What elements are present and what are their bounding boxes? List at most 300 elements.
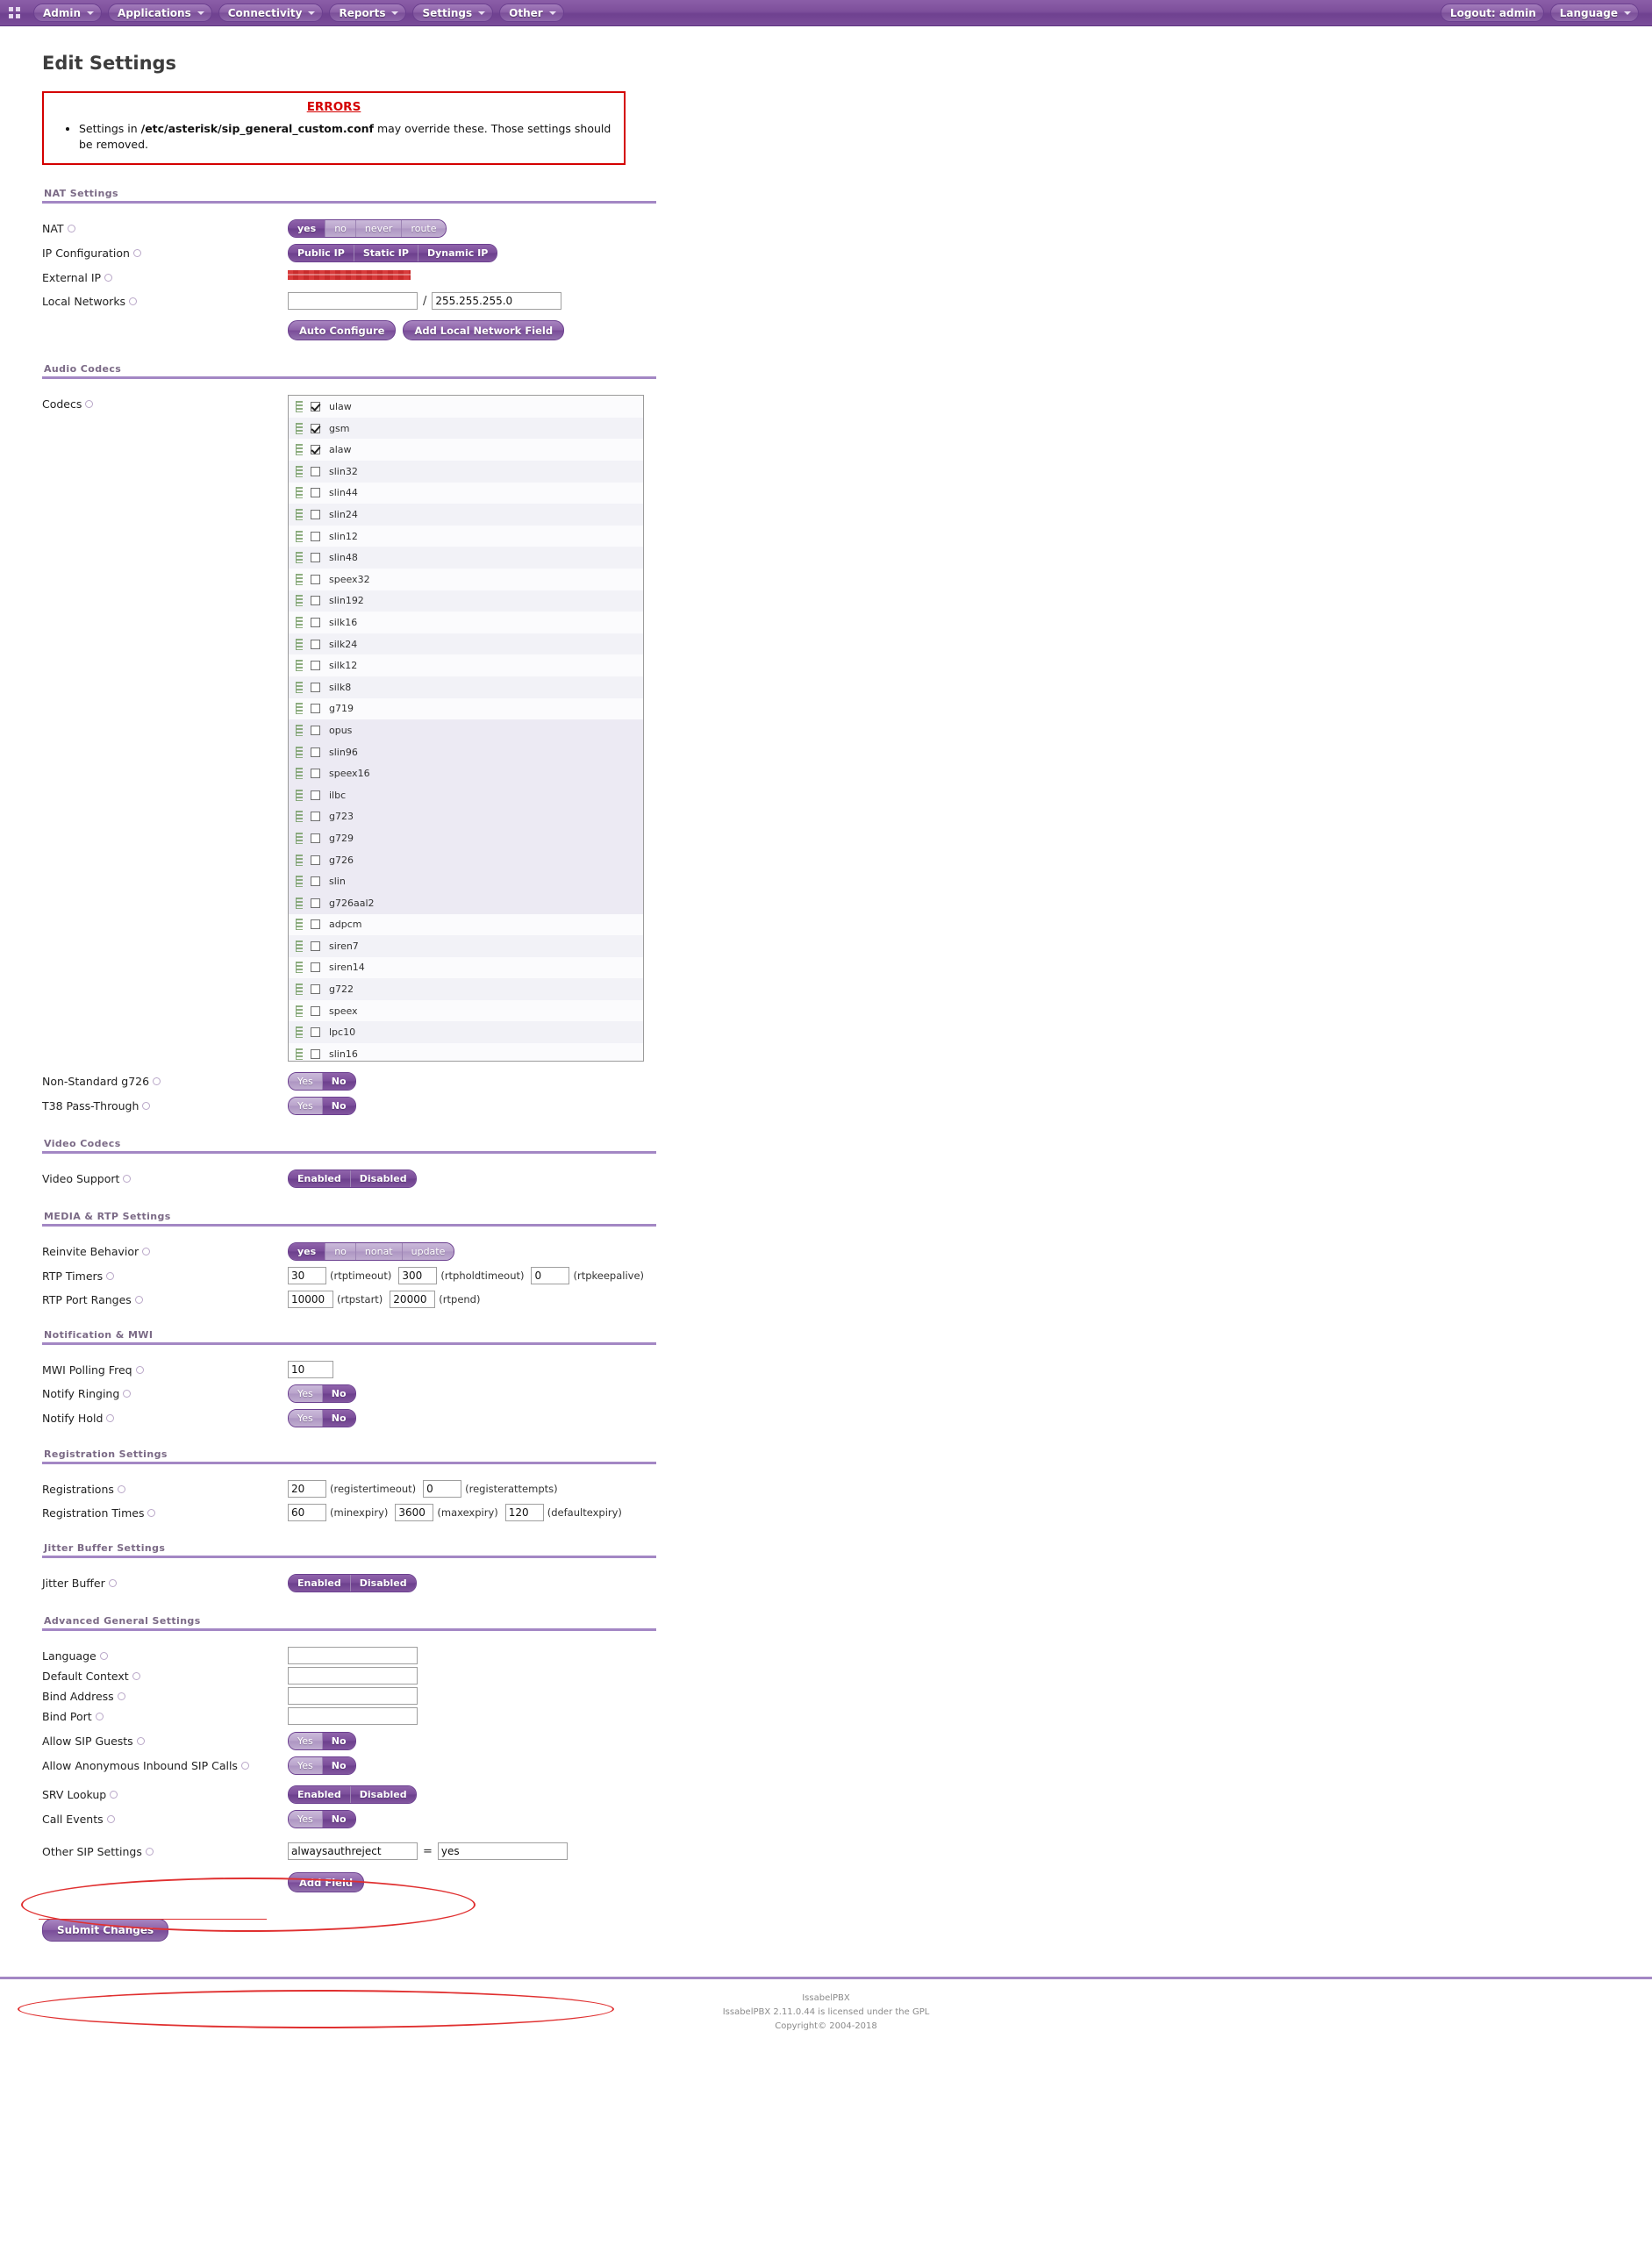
reinvite-behavior-label-text: Reinvite Behavior: [42, 1245, 139, 1259]
nav-item-admin[interactable]: [33, 4, 102, 22]
help-icon[interactable]: [142, 1248, 150, 1255]
drag-handle-icon[interactable]: [296, 1048, 303, 1060]
drag-handle-icon[interactable]: [296, 487, 303, 498]
codec-row[interactable]: [289, 914, 643, 936]
codec-label: g719: [329, 703, 354, 715]
codec-row[interactable]: [289, 935, 643, 957]
field-row-call-events: [42, 1810, 1652, 1828]
codec-checkbox[interactable]: [311, 812, 320, 821]
bind-address-input[interactable]: [288, 1687, 418, 1705]
allow-anonymous-inbound-label: [42, 1756, 288, 1772]
codec-row[interactable]: [289, 892, 643, 914]
notify-ringing-radio-group[interactable]: [288, 1384, 356, 1403]
rtpend-input[interactable]: [390, 1291, 435, 1308]
allow-anonymous-inbound-option-yes[interactable]: Yes: [289, 1757, 323, 1774]
call-events-option-yes[interactable]: Yes: [289, 1811, 323, 1828]
help-icon[interactable]: [123, 1390, 131, 1398]
codec-row[interactable]: [289, 396, 643, 418]
section-jitter-buffer: [42, 1542, 656, 1558]
help-icon[interactable]: [118, 1692, 125, 1700]
nav-item-applications[interactable]: [108, 4, 212, 22]
codec-row[interactable]: [289, 483, 643, 504]
codec-checkbox[interactable]: [311, 424, 320, 433]
allow-sip-guests-label: [42, 1732, 288, 1748]
codec-row[interactable]: [289, 806, 643, 828]
error-text-post: may override these. Those settings should be removed.: [79, 122, 611, 152]
jitter-buffer-radio-group[interactable]: [288, 1574, 417, 1592]
notify-ringing-label: [42, 1384, 288, 1400]
registrations-label-text: Registrations: [42, 1483, 114, 1497]
error-file-path: /etc/asterisk/sip_general_custom.conf: [140, 122, 374, 135]
drag-handle-icon[interactable]: [296, 682, 303, 693]
error-item: [79, 121, 615, 153]
nav-item-label: Settings: [422, 6, 473, 19]
section-title: NAT Settings: [44, 188, 118, 200]
field-row-srv-lookup: [42, 1785, 1652, 1804]
drag-handle-icon[interactable]: [296, 747, 303, 758]
drag-handle-icon[interactable]: [296, 855, 303, 866]
codec-checkbox[interactable]: [311, 984, 320, 994]
drag-handle-icon[interactable]: [296, 833, 303, 844]
codec-checkbox[interactable]: [311, 747, 320, 757]
srv-lookup-option-disabled[interactable]: Disabled: [351, 1786, 416, 1803]
codec-checkbox[interactable]: [311, 510, 320, 519]
section-title: Advanced General Settings: [44, 1615, 201, 1627]
allow-sip-guests-label-text: Allow SIP Guests: [42, 1735, 133, 1749]
help-icon[interactable]: [133, 249, 141, 257]
grid-icon[interactable]: [5, 4, 25, 22]
codec-checkbox[interactable]: [311, 941, 320, 951]
t38-pass-through-radio-group[interactable]: [288, 1097, 356, 1115]
drag-handle-icon[interactable]: [296, 790, 303, 801]
rtp-timers-field: [288, 1267, 651, 1284]
reinvite-option-yes[interactable]: yes: [289, 1243, 325, 1260]
codec-row[interactable]: [289, 526, 643, 547]
codec-label: g729: [329, 832, 354, 844]
section-title: Audio Codecs: [44, 363, 122, 376]
help-icon[interactable]: [100, 1652, 108, 1660]
nav-item-reports[interactable]: [329, 4, 406, 22]
registration-times-field: [288, 1504, 629, 1521]
codec-row[interactable]: [289, 870, 643, 892]
codec-checkbox[interactable]: [311, 488, 320, 497]
top-navigation-bar: [0, 0, 1652, 26]
codec-label: ulaw: [329, 401, 352, 413]
auto-configure-button[interactable]: Auto Configure: [288, 320, 396, 340]
codecs-field: [288, 395, 644, 1062]
bind-address-label-text: Bind Address: [42, 1690, 114, 1704]
codec-row[interactable]: [289, 612, 643, 633]
nat-option-never[interactable]: never: [356, 220, 403, 237]
reinvite-option-no[interactable]: no: [325, 1243, 356, 1260]
codec-checkbox[interactable]: [311, 596, 320, 605]
nat-option-no[interactable]: no: [325, 220, 356, 237]
codec-row[interactable]: [289, 1000, 643, 1022]
default-context-label-text: Default Context: [42, 1670, 129, 1684]
submit-changes-button[interactable]: Submit Changes: [42, 1919, 168, 1942]
notify-ringing-field: [288, 1384, 356, 1403]
non-standard-g726-option-yes[interactable]: Yes: [289, 1073, 323, 1090]
codec-checkbox[interactable]: [311, 683, 320, 692]
drag-handle-icon[interactable]: [296, 423, 303, 434]
chevron-down-icon: [1624, 11, 1631, 15]
mwi-polling-freq-field: [288, 1361, 333, 1378]
reinvite-option-update[interactable]: update: [403, 1243, 454, 1260]
field-row-notify-hold: [42, 1409, 1652, 1427]
codec-row[interactable]: [289, 849, 643, 871]
codec-checkbox[interactable]: [311, 575, 320, 584]
bind-port-label: [42, 1707, 288, 1723]
codec-checkbox[interactable]: [311, 618, 320, 627]
nat-option-route[interactable]: route: [402, 220, 445, 237]
codec-checkbox[interactable]: [311, 769, 320, 778]
codec-row[interactable]: [289, 633, 643, 655]
help-icon[interactable]: [104, 274, 112, 282]
section-title: Notification & MWI: [44, 1329, 154, 1341]
codec-checkbox[interactable]: [311, 553, 320, 562]
section-nat-settings: [42, 188, 656, 204]
notify-hold-label: [42, 1409, 288, 1425]
help-icon[interactable]: [129, 297, 137, 305]
nav-item-other[interactable]: [499, 4, 564, 22]
local-networks-label-text: Local Networks: [42, 295, 126, 309]
codec-row[interactable]: [289, 504, 643, 526]
codec-row[interactable]: [289, 698, 643, 720]
jitter-buffer-option-disabled[interactable]: Disabled: [351, 1575, 416, 1592]
drag-handle-icon[interactable]: [296, 574, 303, 585]
section-divider: [42, 376, 656, 379]
codec-row[interactable]: [289, 762, 643, 784]
nat-option-yes[interactable]: yes: [289, 220, 325, 237]
codec-row[interactable]: [289, 1021, 643, 1043]
section-divider: [42, 1556, 656, 1558]
field-row-allow-anonymous-inbound-sip-calls: [42, 1756, 1652, 1775]
language-input[interactable]: [288, 1647, 418, 1664]
codec-checkbox[interactable]: [311, 726, 320, 735]
codec-label: siren7: [329, 940, 359, 952]
non-standard-g726-radio-group[interactable]: [288, 1072, 356, 1091]
section-divider: [42, 201, 656, 204]
codec-label: alaw: [329, 444, 352, 456]
codec-checkbox[interactable]: [311, 1049, 320, 1059]
field-row-bind-port: [42, 1707, 1652, 1725]
nat-radio-group[interactable]: [288, 219, 447, 238]
reinvite-behavior-radio-group[interactable]: [288, 1242, 454, 1261]
rtptimeout-unit: (rtptimeout): [330, 1270, 392, 1283]
video-support-option-disabled[interactable]: Disabled: [351, 1170, 416, 1187]
field-row-rtp-timers: [42, 1267, 1652, 1284]
codec-row[interactable]: [289, 957, 643, 979]
help-icon[interactable]: [106, 1272, 114, 1280]
help-icon[interactable]: [68, 225, 75, 232]
mwi-polling-freq-input[interactable]: [288, 1361, 333, 1378]
codec-checkbox[interactable]: [311, 898, 320, 908]
chevron-down-icon: [478, 11, 485, 15]
field-row-other-sip-settings: [42, 1842, 1652, 1860]
external-ip-label: [42, 268, 288, 284]
other-sip-setting-key-input[interactable]: [288, 1842, 418, 1860]
ip-option-dynamic[interactable]: Dynamic IP: [418, 245, 497, 261]
bind-address-label: [42, 1687, 288, 1703]
drag-handle-icon[interactable]: [296, 703, 303, 714]
defaultexpiry-input[interactable]: [505, 1504, 544, 1521]
codec-checkbox[interactable]: [311, 919, 320, 929]
minexpiry-unit: (minexpiry): [330, 1506, 389, 1520]
spacer: [42, 1872, 288, 1875]
local-networks-field: [288, 292, 561, 310]
codec-checkbox[interactable]: [311, 402, 320, 411]
ip-option-static[interactable]: Static IP: [354, 245, 418, 261]
codec-row[interactable]: [289, 439, 643, 461]
registerattempts-unit: (registerattempts): [465, 1483, 558, 1496]
rtp-port-ranges-label: [42, 1291, 288, 1306]
errors-heading: ERRORS: [306, 100, 361, 114]
codec-label: slin44: [329, 487, 358, 499]
drag-handle-icon[interactable]: [296, 768, 303, 779]
codec-row[interactable]: [289, 741, 643, 763]
add-field-button-wrap: [288, 1872, 371, 1892]
video-support-option-enabled[interactable]: Enabled: [289, 1170, 351, 1187]
ip-option-public[interactable]: Public IP: [289, 245, 354, 261]
rtpholdtimeout-input[interactable]: [398, 1267, 437, 1284]
help-icon[interactable]: [137, 1737, 145, 1745]
notify-ringing-option-no[interactable]: No: [323, 1385, 355, 1402]
allow-sip-guests-option-no[interactable]: No: [323, 1733, 355, 1749]
notify-hold-label-text: Notify Hold: [42, 1412, 104, 1426]
codec-checkbox[interactable]: [311, 704, 320, 713]
nav-item-label: Other: [509, 6, 543, 19]
help-icon[interactable]: [241, 1762, 249, 1770]
non-standard-g726-option-no[interactable]: No: [323, 1073, 355, 1090]
add-local-network-field-button[interactable]: Add Local Network Field: [403, 320, 564, 340]
language-selector[interactable]: [1550, 4, 1639, 22]
codec-row[interactable]: [289, 569, 643, 590]
codec-row[interactable]: [289, 654, 643, 676]
registrations-label: [42, 1480, 288, 1496]
field-row-language: [42, 1647, 1652, 1664]
t38-option-yes[interactable]: Yes: [289, 1098, 323, 1114]
rtpstart-input[interactable]: [288, 1291, 333, 1308]
codec-row[interactable]: [289, 676, 643, 698]
drag-handle-icon[interactable]: [296, 898, 303, 909]
drag-handle-icon[interactable]: [296, 962, 303, 973]
field-row-reinvite-behavior: [42, 1242, 1652, 1261]
nat-label: [42, 219, 288, 235]
codec-row[interactable]: [289, 461, 643, 483]
codec-row[interactable]: [289, 719, 643, 741]
codec-checkbox[interactable]: [311, 661, 320, 670]
help-icon[interactable]: [146, 1848, 154, 1856]
codec-label: silk12: [329, 660, 358, 672]
section-media-rtp: [42, 1211, 656, 1227]
section-registration-settings: [42, 1448, 656, 1464]
drag-handle-icon[interactable]: [296, 1005, 303, 1017]
codec-row[interactable]: [289, 547, 643, 569]
drag-handle-icon[interactable]: [296, 552, 303, 563]
help-icon[interactable]: [147, 1509, 155, 1517]
field-row-default-context: [42, 1667, 1652, 1684]
nat-buttons: [288, 320, 571, 340]
registertimeout-input[interactable]: [288, 1480, 326, 1498]
drag-handle-icon[interactable]: [296, 509, 303, 520]
help-icon[interactable]: [109, 1579, 117, 1587]
codec-label: opus: [329, 724, 353, 736]
codec-row[interactable]: [289, 418, 643, 440]
nat-action-buttons: [42, 320, 1652, 340]
codec-checkbox[interactable]: [311, 1006, 320, 1016]
local-networks-label: [42, 292, 288, 308]
video-support-radio-group[interactable]: [288, 1169, 417, 1188]
codec-checkbox[interactable]: [311, 640, 320, 649]
language-field: [288, 1647, 418, 1664]
codec-checkbox[interactable]: [311, 876, 320, 886]
rtp-timers-label: [42, 1267, 288, 1283]
local-network-input[interactable]: [288, 292, 418, 310]
srv-lookup-field: [288, 1785, 417, 1804]
field-row-bind-address: [42, 1687, 1652, 1705]
notify-ringing-option-yes[interactable]: Yes: [289, 1385, 323, 1402]
minexpiry-input[interactable]: [288, 1504, 326, 1521]
codec-checkbox[interactable]: [311, 833, 320, 843]
drag-handle-icon[interactable]: [296, 639, 303, 650]
help-icon[interactable]: [107, 1815, 115, 1823]
drag-handle-icon[interactable]: [296, 941, 303, 952]
other-sip-setting-value-input[interactable]: [438, 1842, 568, 1860]
drag-handle-icon[interactable]: [296, 660, 303, 671]
default-context-input[interactable]: [288, 1667, 418, 1684]
jitter-buffer-label-text: Jitter Buffer: [42, 1577, 105, 1591]
logout-button[interactable]: [1441, 4, 1544, 22]
codec-checkbox[interactable]: [311, 445, 320, 454]
page-title: Edit Settings: [42, 53, 177, 74]
codec-checkbox[interactable]: [311, 790, 320, 800]
call-events-radio-group[interactable]: [288, 1810, 356, 1828]
codec-checkbox[interactable]: [311, 962, 320, 972]
drag-handle-icon[interactable]: [296, 531, 303, 542]
nav-item-connectivity[interactable]: [218, 4, 324, 22]
nat-field: [288, 219, 447, 238]
codec-row[interactable]: [289, 978, 643, 1000]
help-icon[interactable]: [132, 1672, 140, 1680]
drag-handle-icon[interactable]: [296, 466, 303, 477]
codec-checkbox[interactable]: [311, 1027, 320, 1037]
codec-checkbox[interactable]: [311, 532, 320, 541]
t38-option-no[interactable]: No: [323, 1098, 355, 1114]
drag-handle-icon[interactable]: [296, 876, 303, 887]
reinvite-option-nonat[interactable]: nonat: [356, 1243, 403, 1260]
external-ip-field: [288, 268, 411, 278]
rtp-port-ranges-label-text: RTP Port Ranges: [42, 1293, 132, 1307]
maxexpiry-input[interactable]: [395, 1504, 433, 1521]
field-row-nat: [42, 219, 1652, 238]
nav-item-label: Reports: [339, 6, 386, 19]
nav-item-label: Applications: [118, 6, 191, 19]
notify-hold-option-no[interactable]: No: [323, 1410, 355, 1427]
allow-anonymous-inbound-option-no[interactable]: No: [323, 1757, 355, 1774]
codec-checkbox[interactable]: [311, 855, 320, 865]
call-events-option-no[interactable]: No: [323, 1811, 355, 1828]
chevron-down-icon: [197, 11, 204, 15]
field-row-rtp-port-ranges: [42, 1291, 1652, 1308]
field-row-local-networks: [42, 292, 1652, 310]
section-divider: [42, 1224, 656, 1227]
ip-configuration-radio-group[interactable]: [288, 244, 497, 262]
help-icon[interactable]: [142, 1102, 150, 1110]
drag-handle-icon[interactable]: [296, 444, 303, 455]
section-divider: [42, 1342, 656, 1345]
help-icon[interactable]: [106, 1414, 114, 1422]
other-sip-settings-field: [288, 1842, 568, 1860]
help-icon[interactable]: [110, 1791, 118, 1799]
notify-hold-radio-group[interactable]: [288, 1409, 356, 1427]
drag-handle-icon[interactable]: [296, 401, 303, 412]
help-icon[interactable]: [136, 1366, 144, 1374]
allow-sip-guests-option-yes[interactable]: Yes: [289, 1733, 323, 1749]
drag-handle-icon[interactable]: [296, 984, 303, 995]
codec-list[interactable]: [288, 395, 644, 1062]
nav-item-settings[interactable]: [412, 4, 493, 22]
field-row-t38-pass-through: [42, 1097, 1652, 1115]
help-icon[interactable]: [96, 1713, 104, 1720]
help-icon[interactable]: [135, 1296, 143, 1304]
drag-handle-icon[interactable]: [296, 725, 303, 736]
help-icon[interactable]: [153, 1077, 161, 1085]
rtpend-unit: (rtpend): [439, 1293, 481, 1306]
drag-handle-icon[interactable]: [296, 919, 303, 930]
external-ip-label-text: External IP: [42, 271, 102, 285]
local-network-mask-input[interactable]: [432, 292, 561, 310]
notify-hold-option-yes[interactable]: Yes: [289, 1410, 323, 1427]
jitter-buffer-label: [42, 1574, 288, 1590]
jitter-buffer-option-enabled[interactable]: Enabled: [289, 1575, 351, 1592]
codec-label: g726aal2: [329, 897, 375, 909]
call-events-label-text: Call Events: [42, 1813, 104, 1827]
codec-row[interactable]: [289, 784, 643, 806]
codec-row[interactable]: [289, 827, 643, 849]
bind-port-label-text: Bind Port: [42, 1710, 92, 1724]
rtptimeout-input[interactable]: [288, 1267, 326, 1284]
codec-label: ilbc: [329, 789, 347, 801]
local-networks-separator: /: [423, 294, 427, 308]
bind-port-input[interactable]: [288, 1707, 418, 1725]
rtpkeepalive-input[interactable]: [531, 1267, 569, 1284]
help-icon[interactable]: [85, 400, 93, 408]
drag-handle-icon[interactable]: [296, 595, 303, 606]
rtp-port-ranges-field: [288, 1291, 487, 1308]
srv-lookup-option-enabled[interactable]: Enabled: [289, 1786, 351, 1803]
help-icon[interactable]: [118, 1485, 125, 1493]
drag-handle-icon[interactable]: [296, 617, 303, 628]
allow-anonymous-inbound-radio-group[interactable]: [288, 1756, 356, 1775]
default-context-label: [42, 1667, 288, 1683]
drag-handle-icon[interactable]: [296, 1026, 303, 1038]
codec-row[interactable]: [289, 1043, 643, 1062]
drag-handle-icon[interactable]: [296, 811, 303, 822]
add-field-button[interactable]: Add Field: [288, 1872, 364, 1892]
rtpholdtimeout-unit: (rtpholdtimeout): [440, 1270, 525, 1283]
nav-item-label: Admin: [43, 6, 82, 19]
allow-sip-guests-radio-group[interactable]: [288, 1732, 356, 1750]
codec-checkbox[interactable]: [311, 467, 320, 476]
section-video-codecs: [42, 1138, 656, 1154]
codec-row[interactable]: [289, 590, 643, 612]
registerattempts-input[interactable]: [423, 1480, 461, 1498]
bind-address-field: [288, 1687, 418, 1705]
help-icon[interactable]: [123, 1175, 131, 1183]
reinvite-behavior-field: [288, 1242, 454, 1261]
srv-lookup-radio-group[interactable]: [288, 1785, 417, 1804]
registration-times-label-text: Registration Times: [42, 1506, 145, 1520]
